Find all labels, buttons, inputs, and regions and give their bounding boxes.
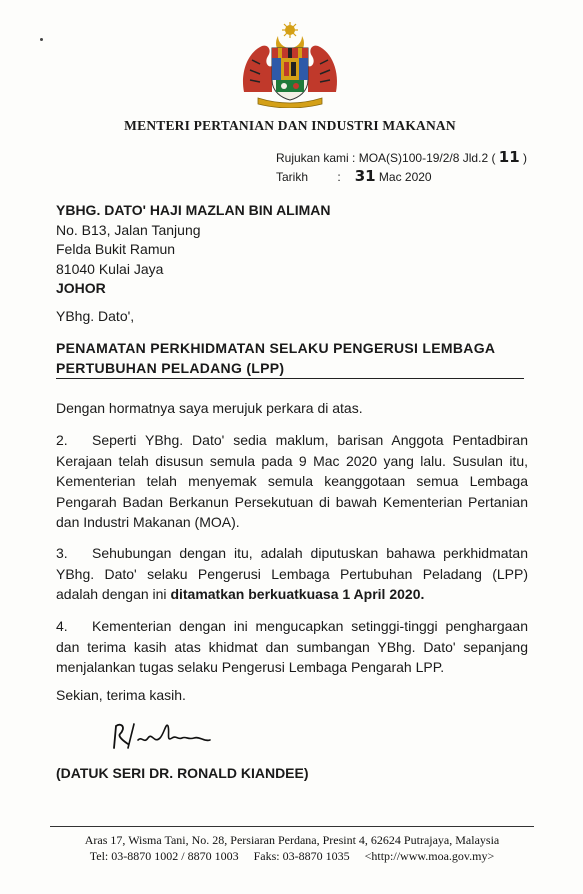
paragraph-number: 3.	[56, 545, 68, 561]
paragraph-4	[56, 616, 528, 678]
signer-name: (DATUK SERI DR. RONALD KIANDEE)	[56, 765, 309, 781]
footer-contacts	[50, 848, 534, 864]
paragraph-text: Sehubungan dengan itu, adalah diputuskan bahawa perkhidmatan YBhg. Dato' selaku Pengerusi Lembaga Pertubuhan Peladang (LPP) adalah dengan ini	[56, 545, 528, 602]
date-label: Tarikh	[276, 170, 309, 184]
reference-number: 11	[498, 148, 520, 166]
address-line-1: No. B13, Jalan Tanjung	[56, 221, 201, 238]
closing-line: Sekian, terima kasih.	[56, 687, 186, 703]
paragraph-2	[56, 430, 528, 533]
reference-block	[276, 148, 527, 186]
subject-underline	[56, 378, 524, 379]
paragraph-text: Seperti YBhg. Dato' sedia maklum, barisan Anggota Pentadbiran Kerajaan telah disusun semula pada 9 Mac 2020 yang lalu. Susulan itu, Kementerian telah menyemak semula keanggotaan semua Lembaga Pengarah Badan Berkanun Persekutuan di bawah Kementerian Pertanian dan Industri Makanan (MOA).	[56, 432, 528, 530]
paragraph-text: Kementerian dengan ini mengucapkan setinggi-tinggi penghargaan dan terima kasih atas khidmat dan sumbangan YBhg. Dato' sepanjang menjalankan tugas selaku Pengerusi Lembaga Pengarah LPP.	[56, 618, 528, 675]
address-line-2: Felda Bukit Ramun	[56, 241, 176, 257]
footer-website: <http://www.moa.gov.my>	[364, 849, 495, 863]
address-state: JOHOR	[56, 280, 106, 296]
reference-label: Rujukan kami :	[276, 151, 356, 165]
reference-value: MOA(S)100-19/2/8 Jld.2 (	[358, 151, 496, 165]
salutation: YBhg. Dato',	[56, 308, 135, 324]
letter-footer	[50, 832, 534, 864]
date-colon: :	[337, 170, 341, 184]
termination-date-text: ditamatkan berkuatkuasa 1 April 2020.	[170, 586, 425, 602]
paragraph-3	[56, 543, 528, 605]
recipient-address	[56, 201, 331, 299]
footer-address: Aras 17, Wisma Tani, No. 28, Persiaran Perdana, Presint 4, 62624 Putrajaya, Malaysia	[84, 833, 500, 847]
paragraph-number: 2.	[56, 432, 68, 448]
footer-telephone: Tel: 03-8870 1002 / 8870 1003	[89, 849, 239, 863]
paragraph-number: 4.	[56, 618, 68, 634]
malaysia-coat-of-arms-icon	[238, 22, 342, 108]
handwritten-signature	[108, 718, 218, 752]
stray-mark	[40, 38, 43, 41]
intro-paragraph: Dengan hormatnya saya merujuk perkara di atas.	[56, 400, 363, 416]
subject-heading: PENAMATAN PERKHIDMATAN SELAKU PENGERUSI LEMBAGA PERTUBUHAN PELADANG (LPP)	[56, 340, 495, 376]
address-line-3: 81040 Kulai Jaya	[56, 260, 164, 277]
date-month-year: Mac 2020	[378, 170, 432, 184]
footer-divider	[50, 826, 534, 827]
date-day: 31	[354, 167, 376, 185]
date-row	[276, 167, 527, 186]
recipient-name: YBHG. DATO' HAJI MAZLAN BIN ALIMAN	[56, 202, 331, 218]
reference-close: )	[523, 151, 528, 165]
ministry-header: MENTERI PERTANIAN DAN INDUSTRI MAKANAN	[124, 118, 456, 133]
footer-fax: Faks: 03-8870 1035	[253, 849, 350, 863]
reference-row	[276, 148, 527, 167]
